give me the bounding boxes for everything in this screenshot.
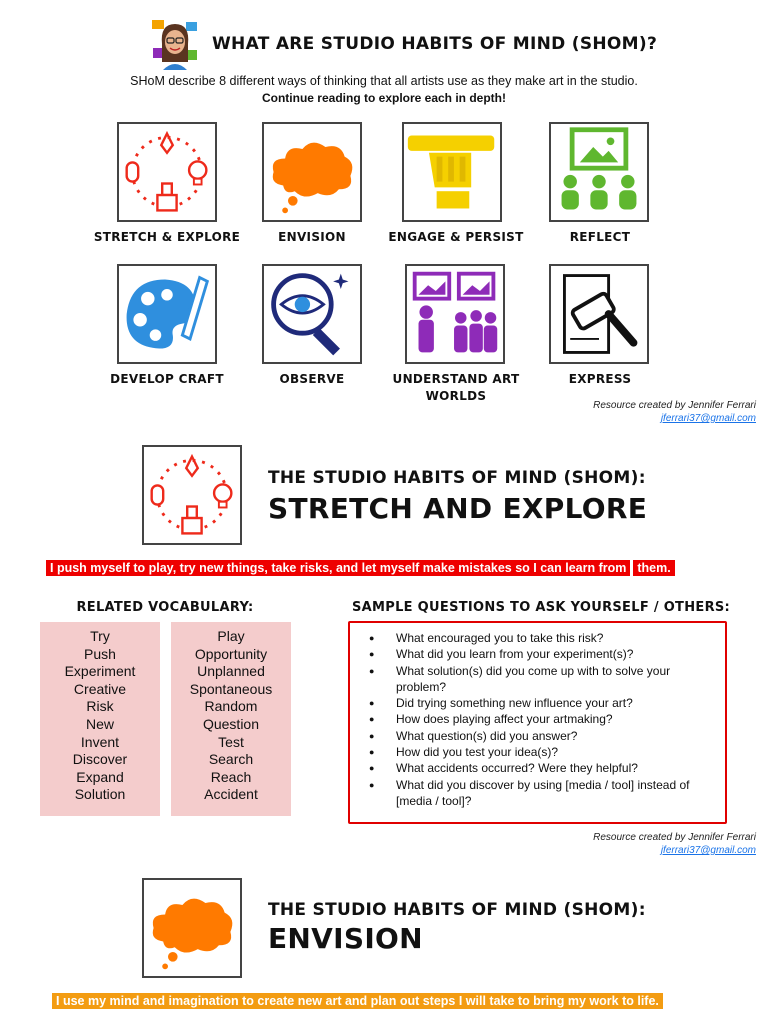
habit-label-reflect: REFLECT: [569, 230, 631, 244]
vocab-word: Random: [204, 698, 258, 715]
question-item: ● What did you learn from your experiment(s)?: [396, 646, 715, 662]
section-title: STRETCH AND EXPLORE: [268, 492, 648, 525]
question-item: ● What question(s) did you answer?: [396, 728, 715, 744]
credit-text: Resource created by Jennifer Ferrari: [593, 832, 756, 843]
vocab-word: Solution: [74, 786, 126, 803]
vocab-word: Opportunity: [194, 645, 268, 662]
credit-block-2: [593, 831, 756, 857]
credit-email-link[interactable]: jferrari37@gmail.com: [660, 845, 756, 856]
envision-section-icon: [142, 878, 242, 978]
habit-label-engage-persist: ENGAGE & PERSIST: [388, 230, 524, 244]
vocab-word: Invent: [80, 733, 120, 750]
envision-title: ENVISION: [268, 922, 423, 955]
question-item: ● Did trying something new influence your art?: [396, 695, 715, 711]
vocab-word: Push: [84, 645, 116, 662]
page-title: WHAT ARE STUDIO HABITS OF MIND (SHOM)?: [212, 34, 658, 54]
vocab-word: Expand: [76, 768, 124, 785]
vocab-word: Reach: [210, 768, 252, 785]
question-item: ● What accidents occurred? Were they helpful?: [396, 760, 715, 776]
vocab-column-1: [40, 622, 160, 816]
vocab-column-2: [171, 622, 291, 816]
vocab-heading: RELATED VOCABULARY:: [76, 600, 254, 615]
intro-callout: Continue reading to explore each in depth!: [261, 91, 507, 105]
gallery-people-icon: [405, 264, 505, 364]
vocab-word: New: [85, 715, 114, 732]
envision-subtitle: THE STUDIO HABITS OF MIND (SHOM):: [268, 900, 646, 920]
vocab-word: Experiment: [64, 663, 136, 680]
magnifier-eye-icon: [262, 264, 362, 364]
habit-label-express: EXPRESS: [568, 372, 632, 386]
bitmoji-avatar: [150, 18, 200, 70]
questions-box: [348, 621, 727, 824]
vocab-word: Discover: [72, 751, 128, 768]
vocab-word: Creative: [73, 680, 127, 697]
paint-roller-icon: [549, 264, 649, 364]
habit-label-stretch-explore: STRETCH & EXPLORE: [93, 230, 241, 244]
vocab-word: Spontaneous: [189, 680, 273, 697]
credit-block-1: [593, 399, 756, 425]
credit-text: Resource created by Jennifer Ferrari: [593, 400, 756, 411]
vocab-word: Accident: [204, 786, 258, 803]
habit-label-develop-craft: DEVELOP CRAFT: [110, 372, 224, 386]
question-item: ● What encouraged you to take this risk?: [396, 630, 715, 646]
question-item: ● What did you discover by using [media / tool] instead of [media / tool]?: [396, 777, 715, 810]
question-item: ● What solution(s) did you come up with to solve your problem?: [396, 663, 715, 696]
cloud-thought-icon: [262, 122, 362, 222]
habit-label-observe: OBSERVE: [279, 372, 345, 386]
questions-list: [396, 630, 715, 809]
vocab-word: Play: [217, 628, 245, 644]
vocab-word: Unplanned: [197, 663, 265, 680]
intro-text: SHoM describe 8 different ways of thinking that all artists use as they make art in the studio.: [130, 74, 638, 88]
envision-banner-text: I use my mind and imagination to create new art and plan out steps I will take to bring my work to life.: [52, 993, 663, 1009]
envision-banner: [52, 992, 663, 1010]
question-item: ● How did you test your idea(s)?: [396, 744, 715, 760]
presentation-audience-icon: [549, 122, 649, 222]
credit-email-link[interactable]: jferrari37@gmail.com: [660, 413, 756, 424]
vocab-word: Search: [208, 751, 254, 768]
stretch-banner: [46, 559, 675, 577]
vocab-word: Try: [90, 628, 110, 644]
vocab-word: Risk: [86, 698, 114, 715]
banner-tail: them.: [633, 560, 674, 576]
banner-text: I push myself to play, try new things, take risks, and let myself make mistakes so I can learn from: [46, 560, 630, 576]
stretch-explore-icon: [117, 122, 217, 222]
vocab-word: Question: [202, 715, 260, 732]
question-item: ● How does playing affect your artmaking?: [396, 711, 715, 727]
stretch-explore-section-icon: [142, 445, 242, 545]
fist-hammer-icon: [402, 122, 502, 222]
questions-heading: SAMPLE QUESTIONS TO ASK YOURSELF / OTHERS:: [352, 600, 731, 615]
habit-label-envision: ENVISION: [278, 230, 346, 244]
habit-label-understand-art-worlds: UNDERSTAND ART WORLDS: [392, 372, 520, 403]
palette-brush-icon: [117, 264, 217, 364]
section-subtitle: THE STUDIO HABITS OF MIND (SHOM):: [268, 468, 646, 488]
vocab-word: Test: [218, 733, 244, 750]
